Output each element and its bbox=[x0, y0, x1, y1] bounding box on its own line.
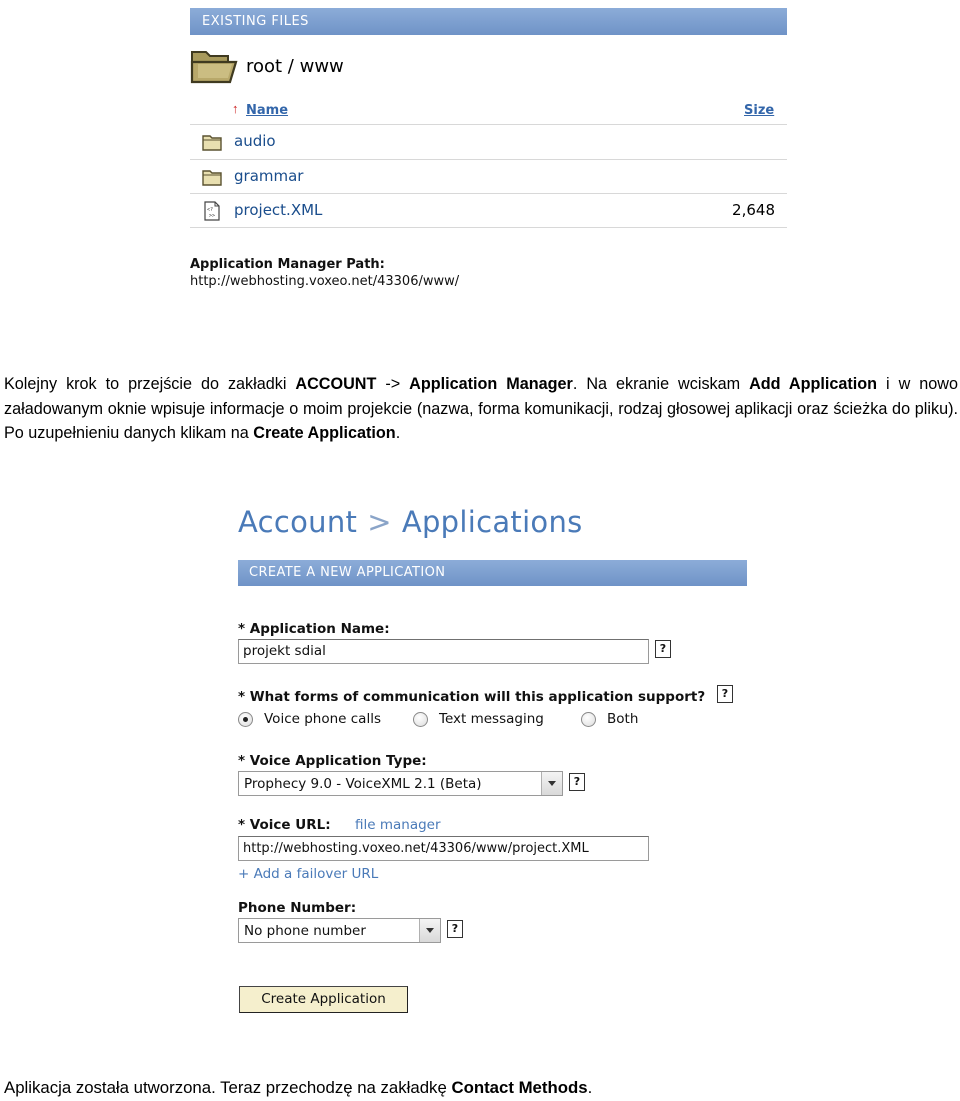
phone-number-value: No phone number bbox=[244, 923, 366, 939]
xml-file-icon bbox=[202, 201, 222, 221]
voice-url-label: * Voice URL: bbox=[238, 817, 331, 833]
phone-number-select[interactable] bbox=[238, 918, 441, 943]
breadcrumb bbox=[238, 505, 583, 539]
create-application-button[interactable]: Create Application bbox=[239, 986, 408, 1013]
sort-ascending-icon: ↑ bbox=[232, 101, 239, 116]
folder-icon bbox=[202, 132, 222, 152]
add-failover-url-link[interactable]: + Add a failover URL bbox=[238, 866, 379, 882]
open-folder-icon bbox=[190, 48, 238, 84]
closing-paragraph: Aplikacja została utworzona. Teraz przechodzę na zakładkę Contact Methods. bbox=[4, 1078, 593, 1097]
help-icon[interactable]: ? bbox=[447, 920, 463, 938]
both-radio[interactable] bbox=[581, 712, 596, 727]
breadcrumb-separator: > bbox=[367, 505, 392, 539]
help-icon[interactable]: ? bbox=[569, 773, 585, 791]
application-name-label: * Application Name: bbox=[238, 621, 390, 637]
chevron-down-icon bbox=[419, 919, 440, 942]
chevron-down-icon bbox=[541, 772, 562, 795]
breadcrumb-account[interactable]: Account bbox=[238, 505, 358, 539]
file-name[interactable]: grammar bbox=[234, 167, 304, 185]
divider bbox=[190, 227, 787, 228]
name-column-header[interactable]: Name bbox=[246, 103, 289, 118]
phone-number-label: Phone Number: bbox=[238, 900, 357, 916]
voice-calls-radio[interactable] bbox=[238, 712, 253, 727]
current-path: root / www bbox=[246, 56, 344, 77]
svg-text:>>: >> bbox=[209, 213, 216, 219]
existing-files-header: EXISTING FILES bbox=[190, 8, 787, 35]
voice-url-input[interactable]: http://webhosting.voxeo.net/43306/www/project.XML bbox=[238, 836, 649, 861]
voice-application-type-label: * Voice Application Type: bbox=[238, 753, 427, 769]
help-icon[interactable]: ? bbox=[655, 640, 671, 658]
communication-forms-label: * What forms of communication will this application support? bbox=[238, 689, 706, 705]
file-size: 2,648 bbox=[732, 201, 775, 219]
instruction-paragraph: Kolejny krok to przejście do zakładki ACCOUNT -> Application Manager. Na ekranie wciskam Add Application i w nowo załadowanym oknie wpisuje informacje o moim projekcie (nazwa, forma komunikacji, rodzaj głosowej aplikacji oraz ścieżka do pliku). Po uzupełnieniu danych klikam na Create Application. bbox=[4, 375, 958, 442]
voice-application-type-value: Prophecy 9.0 - VoiceXML 2.1 (Beta) bbox=[244, 776, 482, 792]
both-label[interactable]: Both bbox=[607, 711, 639, 727]
folder-icon bbox=[202, 167, 222, 187]
svg-text:<?: <? bbox=[207, 207, 214, 213]
breadcrumb-applications: Applications bbox=[401, 505, 583, 539]
voice-application-type-select[interactable] bbox=[238, 771, 563, 796]
file-manager-link[interactable]: file manager bbox=[355, 817, 441, 833]
text-messaging-radio[interactable] bbox=[413, 712, 428, 727]
file-name[interactable]: project.XML bbox=[234, 201, 323, 219]
app-manager-path-label: Application Manager Path: bbox=[190, 257, 385, 272]
file-row[interactable] bbox=[190, 194, 787, 228]
create-application-header: CREATE A NEW APPLICATION bbox=[238, 560, 747, 586]
app-manager-path-value: http://webhosting.voxeo.net/43306/www/ bbox=[190, 274, 460, 289]
application-name-input[interactable]: projekt sdial bbox=[238, 639, 649, 664]
voice-calls-label[interactable]: Voice phone calls bbox=[264, 711, 381, 727]
file-row[interactable] bbox=[190, 160, 787, 194]
file-name[interactable]: audio bbox=[234, 132, 276, 150]
file-row[interactable] bbox=[190, 125, 787, 159]
help-icon[interactable]: ? bbox=[717, 685, 733, 703]
text-messaging-label[interactable]: Text messaging bbox=[439, 711, 544, 727]
size-column-header[interactable]: Size bbox=[744, 103, 775, 118]
